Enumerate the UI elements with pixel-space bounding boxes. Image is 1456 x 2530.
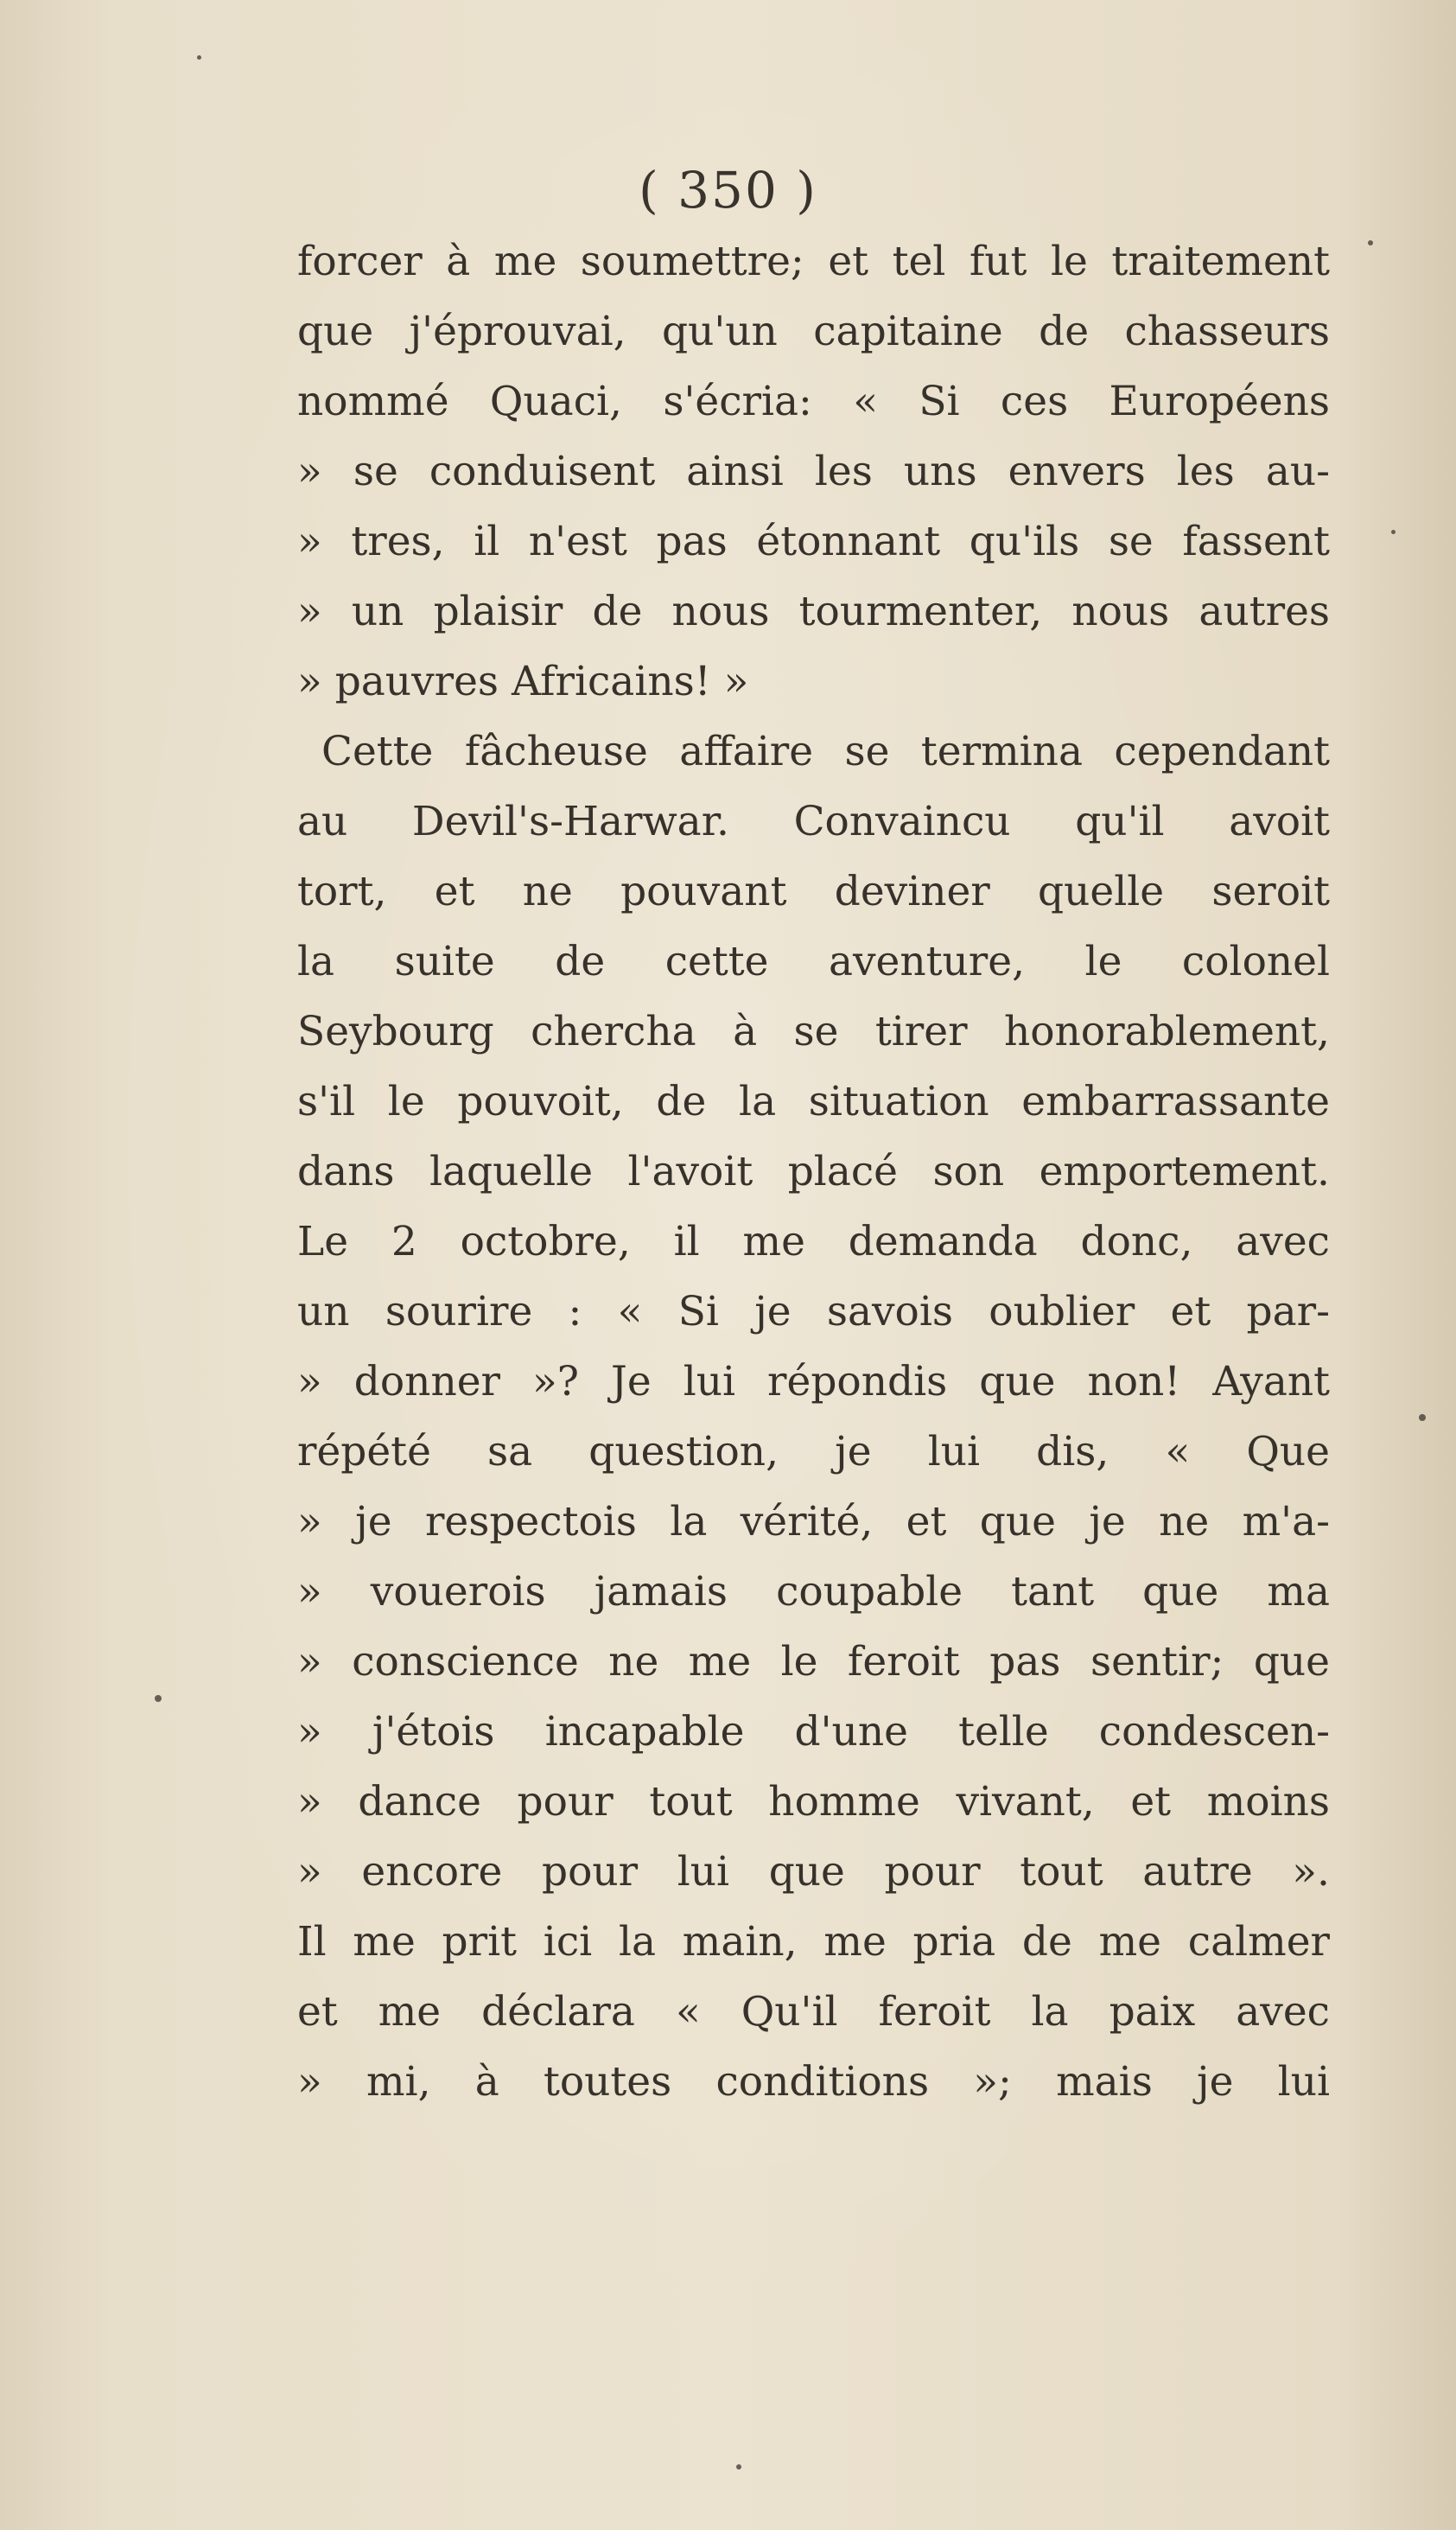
text-line: tort, et ne pouvant deviner quelle seroit <box>297 868 1330 915</box>
text-line: dans laquelle l'avoit placé son emportement. <box>297 1148 1330 1195</box>
text-line: Cette fâcheuse affaire se termina cependant <box>321 728 1330 775</box>
ink-speck <box>1419 1414 1426 1421</box>
text-line: et me déclara « Qu'il feroit la paix avec <box>297 1988 1330 2036</box>
text-line: » encore pour lui que pour tout autre ». <box>297 1848 1330 1896</box>
text-line: » donner »? Je lui répondis que non! Ayant <box>297 1358 1330 1405</box>
text-line: » dance pour tout homme vivant, et moins <box>297 1778 1330 1826</box>
ink-speck <box>155 1695 162 1702</box>
text-line: » je respectois la vérité, et que je ne m'a- <box>297 1498 1330 1545</box>
text-line: » conscience ne me le feroit pas sentir; que <box>297 1638 1330 1686</box>
text-line: forcer à me soumettre; et tel fut le traitement <box>297 238 1330 285</box>
text-line: » un plaisir de nous tourmenter, nous autres <box>297 588 1330 635</box>
text-line: que j'éprouvai, qu'un capitaine de chasseurs <box>297 308 1330 355</box>
text-line: Le 2 octobre, il me demanda donc, avec <box>297 1218 1330 1265</box>
page-number: ( 350 ) <box>639 161 817 220</box>
text-line: Seybourg chercha à se tirer honorablement, <box>297 1008 1330 1055</box>
text-line: la suite de cette aventure, le colonel <box>297 938 1330 985</box>
text-line: » pauvres Africains! » <box>297 658 749 705</box>
text-line: » j'étois incapable d'une telle condescen- <box>297 1708 1330 1756</box>
text-line: nommé Quaci, s'écria: « Si ces Européens <box>297 378 1330 425</box>
text-line: » mi, à toutes conditions »; mais je lui <box>297 2058 1330 2106</box>
text-line: » se conduisent ainsi les uns envers les au- <box>297 448 1330 495</box>
text-line: répété sa question, je lui dis, « Que <box>297 1428 1330 1475</box>
body-text <box>297 226 1330 2117</box>
ink-speck <box>1391 530 1396 534</box>
ink-speck <box>197 55 201 60</box>
text-line: au Devil's-Harwar. Convaincu qu'il avoit <box>297 798 1330 845</box>
text-line: » vouerois jamais coupable tant que ma <box>297 1568 1330 1616</box>
text-line: Il me prit ici la main, me pria de me calmer <box>297 1918 1330 1966</box>
text-line: s'il le pouvoit, de la situation embarrassante <box>297 1078 1330 1125</box>
ink-speck <box>1368 240 1373 245</box>
ink-speck <box>736 2464 741 2469</box>
text-line: » tres, il n'est pas étonnant qu'ils se fassent <box>297 518 1330 565</box>
text-line: un sourire : « Si je savois oublier et par- <box>297 1288 1330 1335</box>
